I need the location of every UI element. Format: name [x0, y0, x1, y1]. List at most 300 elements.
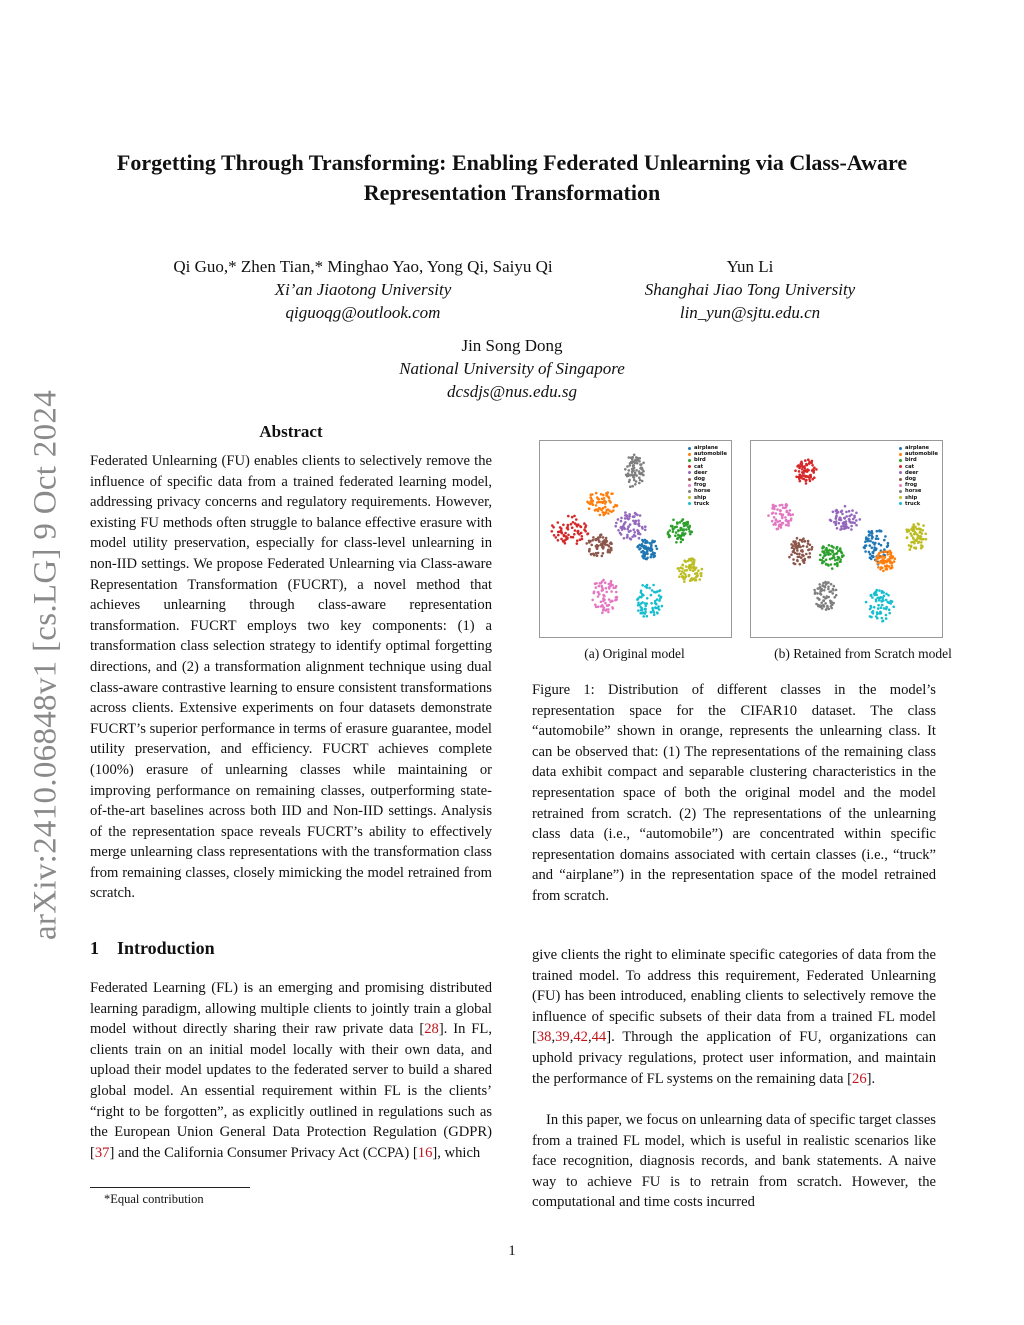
scatter-point [599, 514, 602, 517]
scatter-point [639, 547, 642, 550]
scatter-point [609, 542, 612, 545]
scatter-point [922, 529, 925, 532]
scatter-point [682, 576, 685, 579]
scatter-point [642, 474, 645, 477]
scatter-point [790, 517, 793, 520]
citation-link[interactable]: 42 [573, 1029, 588, 1046]
scatter-point [635, 456, 638, 459]
scatter-point [637, 546, 640, 549]
scatter-point [802, 559, 805, 562]
scatter-point [610, 590, 613, 593]
scatter-point [641, 467, 644, 470]
scatter-point [835, 509, 838, 512]
scatter-point [654, 606, 657, 609]
author-names-center: Jin Song Dong [461, 336, 563, 355]
scatter-point [833, 596, 836, 599]
scatter-point [882, 570, 885, 573]
scatter-point [863, 546, 866, 549]
scatter-point [644, 608, 647, 611]
scatter-point [823, 550, 826, 553]
scatter-point [571, 516, 574, 519]
scatter-point [883, 595, 886, 598]
scatter-point [638, 482, 641, 485]
scatter-point [799, 475, 802, 478]
scatter-point [886, 545, 889, 548]
scatter-point [870, 558, 873, 561]
scatter-point [871, 596, 874, 599]
scatter-point [683, 580, 686, 583]
scatter-point [796, 549, 799, 552]
scatter-point [674, 534, 677, 537]
scatter-point [676, 537, 679, 540]
scatter-point [855, 524, 858, 527]
scatter-point [552, 526, 555, 529]
legend-marker [899, 459, 902, 462]
scatter-point [573, 533, 576, 536]
scatter-point [887, 542, 890, 545]
scatter-point [871, 536, 874, 539]
scatter-point [875, 615, 878, 618]
scatter-point [588, 507, 591, 510]
citation-link[interactable]: 37 [94, 1144, 110, 1161]
scatter-point [604, 506, 607, 509]
legend-marker [688, 465, 691, 468]
scatter-point [605, 591, 608, 594]
scatter-point [792, 562, 795, 565]
scatter-point [886, 553, 889, 556]
scatter-point [827, 588, 830, 591]
citation-link[interactable]: 39 [555, 1029, 570, 1046]
scatter-point [808, 478, 811, 481]
author-names-right: Yun Li [726, 257, 774, 276]
scatter-point [595, 552, 598, 555]
scatter-point [607, 512, 610, 515]
scatter-point [644, 525, 647, 528]
scatter-point [835, 589, 838, 592]
scatter-point [850, 525, 853, 528]
scatter-point [641, 612, 644, 615]
scatter-point [588, 548, 591, 551]
scatter-point [892, 606, 895, 609]
scatter-point [599, 536, 602, 539]
scatter-point [888, 608, 891, 611]
scatter-point [785, 519, 788, 522]
legend-marker [899, 484, 902, 487]
intro-right-paragraph-1: give clients the right to eliminate specific categories of data from the trained model. To address this requirement, Federated Unlearning (FU) has been introduced, enabling clients to selectively remove the influence of specific subsets of their data from a trained FL model [38,39,42,44]. Through the application of FU, organizations can uphold privacy regulations, protect user information, and maintain the performance of FL systems on the remaining data [26]. [532, 947, 936, 1087]
legend-label: frog [905, 482, 918, 489]
scatter-point [701, 568, 704, 571]
scatter-point [878, 530, 881, 533]
scatter-point [617, 529, 620, 532]
scatter-point [880, 606, 883, 609]
author-block-center [312, 334, 712, 403]
scatter-point [614, 586, 617, 589]
scatter-point [626, 536, 629, 539]
scatter-point [845, 515, 848, 518]
scatter-point [634, 512, 637, 515]
scatter-point [671, 525, 674, 528]
scatter-point [564, 532, 567, 535]
scatter-point [823, 600, 826, 603]
scatter-point [819, 586, 822, 589]
scatter-point [598, 540, 601, 543]
scatter-point [692, 569, 695, 572]
legend-marker [688, 484, 691, 487]
arxiv-stamp: arXiv:2410.06848v1 [cs.LG] 9 Oct 2024 [27, 390, 64, 941]
legend-marker [899, 471, 902, 474]
scatter-point [873, 592, 876, 595]
scatter-point [802, 545, 805, 548]
scatter-point [589, 503, 592, 506]
scatter-point [596, 554, 599, 557]
scatter-point [681, 570, 684, 573]
scatter-point [605, 587, 608, 590]
legend-marker [688, 459, 691, 462]
scatter-point [650, 556, 653, 559]
scatter-point [869, 605, 872, 608]
scatter-point [836, 527, 839, 530]
scatter-point [605, 539, 608, 542]
legend-label: deer [905, 469, 919, 476]
scatter-point [855, 519, 858, 522]
scatter-point [615, 598, 618, 601]
scatter-point [791, 513, 794, 516]
scatter-point [825, 583, 828, 586]
scatter-point [814, 592, 817, 595]
legend-label: ship [694, 494, 707, 501]
scatter-point [585, 524, 588, 527]
scatter-point [571, 526, 574, 529]
scatter-point [596, 496, 599, 499]
scatter-point [637, 602, 640, 605]
scatter-point [594, 582, 597, 585]
scatter-point [628, 456, 631, 459]
section-number: 1 [90, 938, 99, 958]
scatter-point [688, 575, 691, 578]
scatter-point [633, 454, 636, 457]
scatter-point [633, 515, 636, 518]
scatter-point [807, 542, 810, 545]
text-run: ]. Through the application of FU, organizations can uphold privacy regulations, protect user information, and maintain the performance of FL systems on the remaining data [ [532, 1029, 936, 1087]
scatter-point [601, 580, 604, 583]
scatter-point [617, 518, 620, 521]
legend-marker [899, 453, 902, 456]
scatter-point [885, 550, 888, 553]
scatter-point [693, 577, 696, 580]
scatter-point [602, 552, 605, 555]
scatter-point [625, 514, 628, 517]
scatter-point [624, 468, 627, 471]
email-left[interactable]: qiguoqg@outlook.com [285, 303, 441, 322]
scatter-point [922, 524, 925, 527]
scatter-point [848, 510, 851, 513]
scatter-point [680, 566, 683, 569]
scatter-point [832, 511, 835, 514]
scatter-point [845, 511, 848, 514]
scatter-point [842, 525, 845, 528]
legend-marker [899, 478, 902, 481]
scatter-point [777, 527, 780, 530]
scatter-point [924, 533, 927, 536]
scatter-point [905, 528, 908, 531]
scatter-point [635, 469, 638, 472]
subcaption-a: (a) Original model [584, 646, 685, 661]
scatter-point [886, 601, 889, 604]
subcaption-b: (b) Retained from Scratch model [774, 646, 952, 661]
scatter-point [600, 585, 603, 588]
scatter-point [680, 573, 683, 576]
scatter-point [876, 530, 879, 533]
scatter-point [679, 529, 682, 532]
scatter-point [564, 542, 567, 545]
scatter-point [921, 532, 924, 535]
scatter-point [877, 562, 880, 565]
scatter-point [596, 501, 599, 504]
scatter-point [641, 584, 644, 587]
scatter-point [608, 598, 611, 601]
scatter-point [811, 469, 814, 472]
scatter-point [567, 534, 570, 537]
citation-link[interactable]: 28 [424, 1021, 439, 1038]
scatter-point [894, 557, 897, 560]
scatter-point [602, 494, 605, 497]
scatter-point [687, 566, 690, 569]
scatter-point [597, 545, 600, 548]
legend-a [688, 445, 727, 507]
legend-marker [688, 471, 691, 474]
scatter-point [885, 614, 888, 617]
scatter-point [804, 459, 807, 462]
scatter-point [696, 575, 699, 578]
email-right[interactable]: lin_yun@sjtu.edu.cn [679, 303, 821, 322]
scatter-point [564, 538, 567, 541]
scatter-point [785, 504, 788, 507]
scatter-point [593, 554, 596, 557]
scatter-point [888, 612, 891, 615]
scatter-point [920, 535, 923, 538]
scatter-point [644, 529, 647, 532]
scatter-point [867, 538, 870, 541]
scatter-point [642, 552, 645, 555]
scatter-point [925, 538, 928, 541]
scatter-point [800, 550, 803, 553]
scatter-point [653, 611, 656, 614]
scatter-point [824, 554, 827, 557]
scatter-point [917, 523, 920, 526]
text-run: ]. [866, 1070, 876, 1087]
scatter-point [672, 527, 675, 530]
scatter-point [642, 462, 645, 465]
scatter-point [653, 591, 656, 594]
section-title: Introduction [117, 938, 215, 958]
scatter-point [641, 480, 644, 483]
scatter-point [836, 565, 839, 568]
scatter-point [792, 558, 795, 561]
scatter-point [626, 528, 629, 531]
scatter-point [592, 539, 595, 542]
scatter-point [886, 568, 889, 571]
citation-link[interactable]: 44 [591, 1029, 607, 1046]
scatter-point [623, 537, 626, 540]
scatter-point [616, 596, 619, 599]
email-center[interactable]: dcsdjs@nus.edu.sg [447, 382, 577, 401]
scatter-point [834, 563, 837, 566]
scatter-point [818, 583, 821, 586]
scatter-point [656, 612, 659, 615]
scatter-point [690, 530, 693, 533]
scatter-point [595, 492, 598, 495]
scatter-point [799, 563, 802, 566]
scatter-point [585, 542, 588, 545]
scatter-point [597, 510, 600, 513]
scatter-point [555, 536, 558, 539]
scatter-point [835, 515, 838, 518]
scatter-point [685, 569, 688, 572]
scatter-point [779, 513, 782, 516]
scatter-point [634, 483, 637, 486]
citation-link[interactable]: 16 [417, 1144, 433, 1161]
scatter-point [553, 534, 556, 537]
scatter-point [607, 611, 610, 614]
scatter-point [836, 546, 839, 549]
scatter-point [652, 584, 655, 587]
scatter-point [628, 515, 631, 518]
legend-marker [899, 465, 902, 468]
scatter-point [654, 602, 657, 605]
paper-title: Forgetting Through Transforming: Enabling Federated Unlearning via Class-Aware Representation Transformation [116, 150, 908, 205]
scatter-point [796, 545, 799, 548]
scatter-point [805, 479, 808, 482]
figure-panel-b [750, 440, 943, 638]
scatter-point [646, 550, 649, 553]
scatter-point [692, 558, 695, 561]
scatter-point [699, 578, 702, 581]
scatter-point [910, 546, 913, 549]
scatter-point [601, 498, 604, 501]
scatter-point [624, 511, 627, 514]
scatter-point [632, 528, 635, 531]
scatter-point [830, 590, 833, 593]
abstract-heading: Abstract [259, 422, 323, 441]
scatter-point [551, 530, 554, 533]
scatter-point [685, 561, 688, 564]
scatter-point [891, 600, 894, 603]
scatter-point [600, 601, 603, 604]
scatter-point [800, 462, 803, 465]
scatter-point [687, 521, 690, 524]
scatter-point [806, 463, 809, 466]
footnote-rule [90, 1187, 250, 1188]
scatter-point [642, 615, 645, 618]
scatter-point [640, 596, 643, 599]
scatter-point [820, 602, 823, 605]
scatter-point [567, 515, 570, 518]
scatter-point [870, 594, 873, 597]
scatter-point [562, 524, 565, 527]
scatter-point [877, 538, 880, 541]
scatter-point [629, 537, 632, 540]
scatter-point [692, 565, 695, 568]
scatter-point [913, 533, 916, 536]
scatter-point [572, 521, 575, 524]
legend-marker [899, 496, 902, 499]
scatter-point [650, 594, 653, 597]
scatter-point [677, 567, 680, 570]
scatter-point [798, 477, 801, 480]
citation-link[interactable]: 38 [536, 1029, 552, 1046]
scatter-point [657, 605, 660, 608]
scatter-point [576, 525, 579, 528]
scatter-point [774, 523, 777, 526]
scatter-point [824, 597, 827, 600]
scatter-point [840, 519, 843, 522]
scatter-point [610, 493, 613, 496]
scatter-point [872, 556, 875, 559]
scatter-point [830, 605, 833, 608]
scatter-point [633, 479, 636, 482]
scatter-point [641, 601, 644, 604]
scatter-point [557, 534, 560, 537]
scatter-point [838, 522, 841, 525]
scatter-point [917, 535, 920, 538]
scatter-point [588, 541, 591, 544]
scatter-point [885, 608, 888, 611]
scatter-point [602, 514, 605, 517]
scatter-point [797, 556, 800, 559]
scatter-point [608, 587, 611, 590]
citation-link[interactable]: 26 [852, 1070, 867, 1087]
scatter-point [637, 530, 640, 533]
scatter-point [796, 559, 799, 562]
scatter-point [784, 516, 787, 519]
scatter-point [809, 556, 812, 559]
scatter-point [605, 511, 608, 514]
scatter-point [799, 465, 802, 468]
scatter-point [685, 528, 688, 531]
scatter-point [811, 460, 814, 463]
scatter-point [822, 582, 825, 585]
scatter-point [873, 606, 876, 609]
scatter-point [636, 462, 639, 465]
scatter-point [590, 493, 593, 496]
affiliation-left: Xi’an Jiaotong University [274, 280, 452, 299]
figure-panel-a [539, 440, 732, 638]
scatter-point [832, 546, 835, 549]
scatter-point [879, 568, 882, 571]
scatter-point [632, 465, 635, 468]
scatter-point [628, 464, 631, 467]
scatter-point [848, 515, 851, 518]
legend-item [899, 501, 938, 507]
scatter-point [678, 570, 681, 573]
scatter-point [833, 585, 836, 588]
scatter-point [676, 522, 679, 525]
scatter-point [697, 569, 700, 572]
scatter-point [881, 555, 884, 558]
scatter-point [607, 508, 610, 511]
scatter-point [920, 544, 923, 547]
scatter-point [602, 594, 605, 597]
scatter-point [573, 515, 576, 518]
scatter-point [794, 543, 797, 546]
scatter-point [883, 556, 886, 559]
scatter-point [620, 533, 623, 536]
scatter-point [881, 590, 884, 593]
scatter-point [841, 510, 844, 513]
scatter-point [816, 597, 819, 600]
legend-b [899, 445, 938, 507]
scatter-point [689, 579, 692, 582]
